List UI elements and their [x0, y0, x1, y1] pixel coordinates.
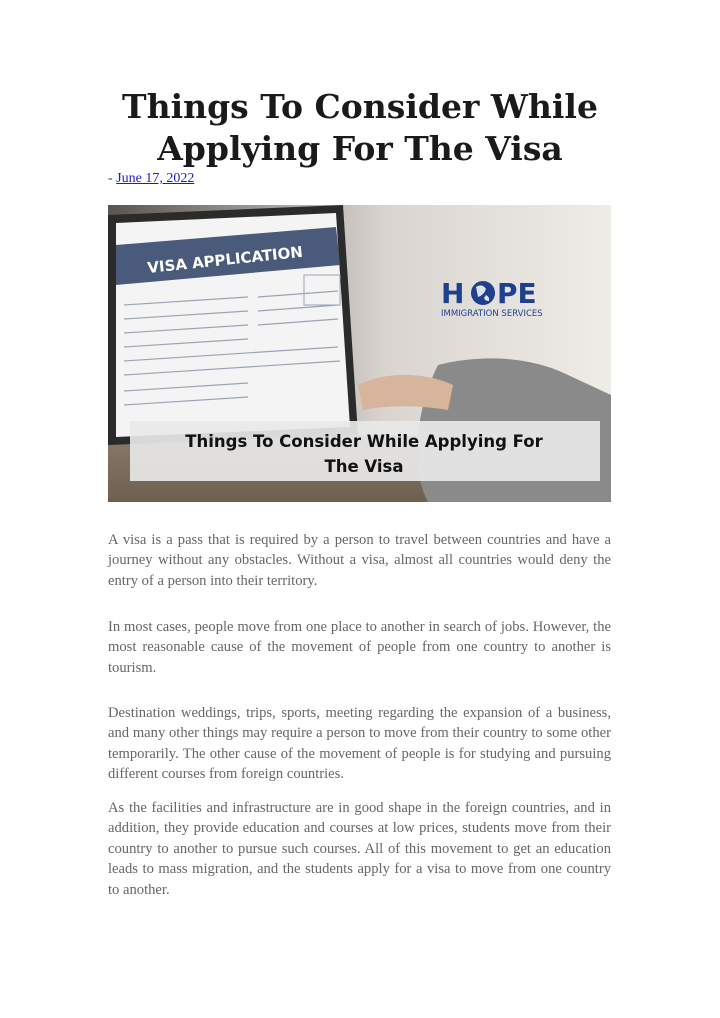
- hero-image: [108, 205, 611, 502]
- article-meta: [108, 171, 194, 187]
- logo-subtitle: IMMIGRATION SERVICES: [441, 309, 543, 319]
- hand-shape: [358, 375, 453, 410]
- hero-illustration: [108, 205, 611, 502]
- paragraph-1: A visa is a pass that is required by a person to travel between countries and have a journey without any obstacles. Without a visa, almost all countries would deny the entry of a person into their territory.: [108, 532, 611, 589]
- caption-line1: Things To Consider While Applying For: [185, 432, 543, 451]
- logo-right: PE: [497, 277, 537, 310]
- paragraph-4: As the facilities and infrastructure are in good shape in the foreign countries, and in addition, they provide education and courses at low prices, students move from their country to another to pursue such courses. All of this movement to get an education leads to mass migration, and the students apply for a visa to move from one country to another.: [108, 800, 611, 898]
- date-prefix: -: [108, 171, 117, 186]
- logo-left: H: [441, 277, 465, 310]
- date-link[interactable]: June 17, 2022: [116, 171, 195, 186]
- paragraph-3: Destination weddings, trips, sports, meeting regarding the expansion of a business, and many other things may require a person to move from their country to some other temporarily. The other cause of the movement of people is for studying and pursuing different courses from foreign countries.: [108, 705, 611, 783]
- form-heading: VISA APPLICATION: [146, 242, 304, 277]
- paragraph-2: In most cases, people move from one place to another in search of jobs. However, the most reasonable cause of the movement of people from one country to another is tourism.: [108, 619, 611, 676]
- article-title: Things To Consider While Applying For The Visa: [122, 87, 598, 168]
- caption-line2: The Visa: [324, 457, 404, 476]
